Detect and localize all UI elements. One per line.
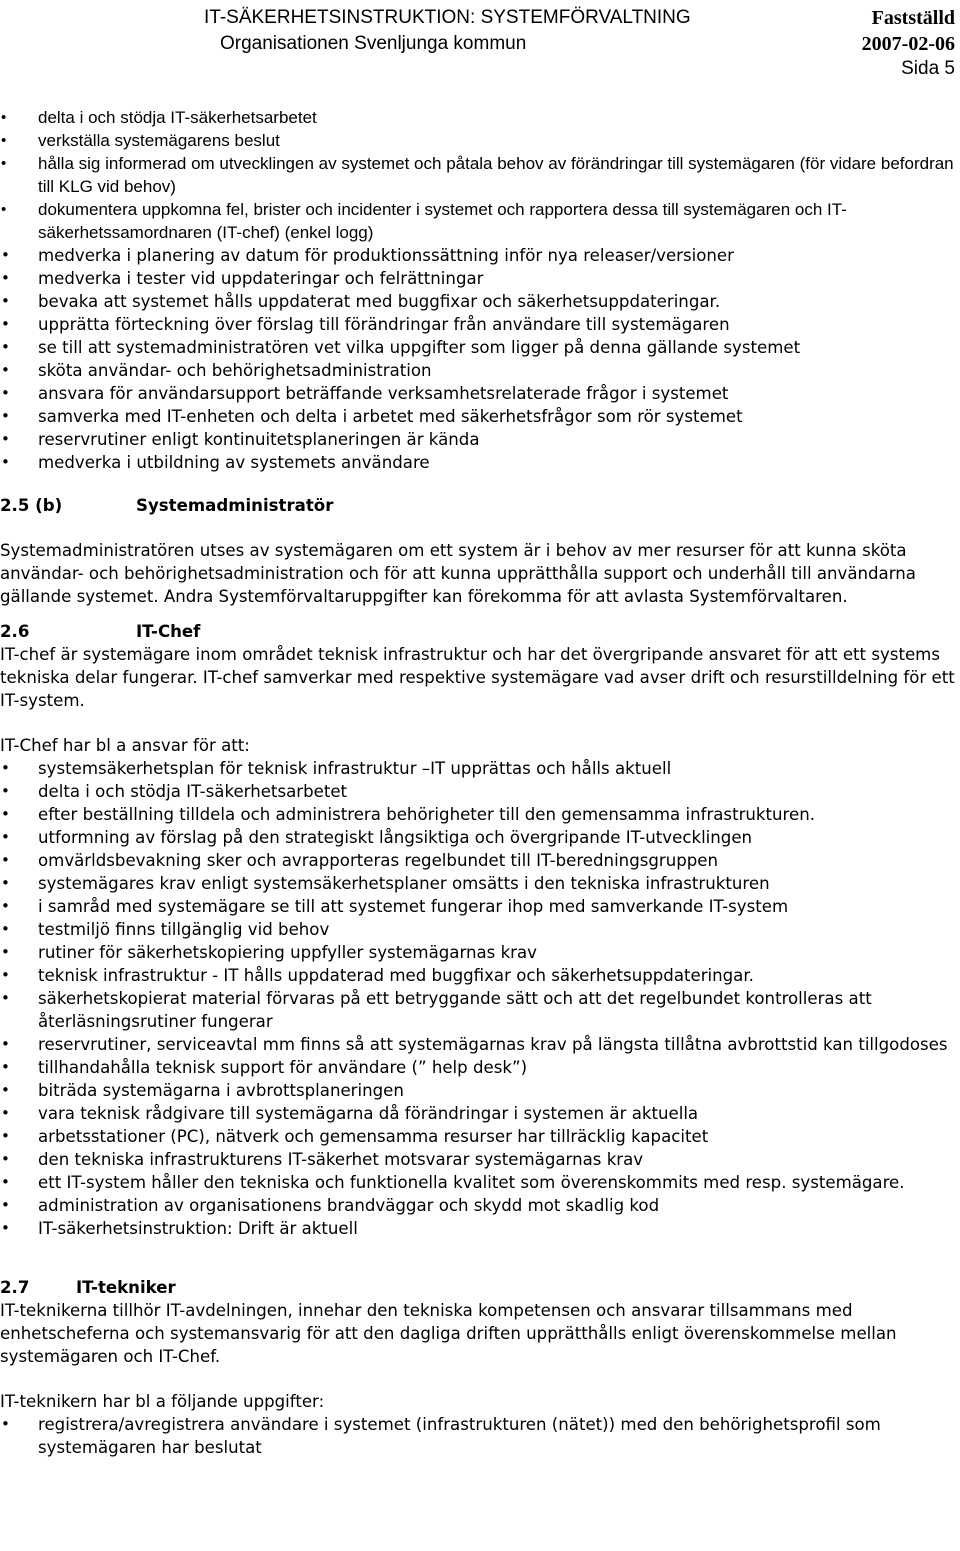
list-item: • sköta användar- och behörighetsadministration <box>1 361 432 380</box>
page-number: Sida 5 <box>901 58 955 79</box>
bullet-icon: • <box>1 874 10 892</box>
list-item: • reservrutiner enligt kontinuitetsplaneringen är kända <box>1 430 480 449</box>
bullet-icon: • <box>1 1196 10 1214</box>
bullet-icon: • <box>1 1219 10 1237</box>
document-status: Fastställd <box>871 7 955 29</box>
list-item: • delta i och stödja IT-säkerhetsarbetet <box>1 108 317 127</box>
list-item: • arbetsstationer (PC), nätverk och gemensamma resurser har tillräcklig kapacitet <box>1 1127 709 1146</box>
list-item: • samverka med IT-enheten och delta i arbetet med säkerhetsfrågor som rör systemet <box>1 407 743 426</box>
bullet-icon: • <box>1 1150 10 1168</box>
bullet-icon: • <box>1 1058 10 1076</box>
list-item: • omvärldsbevakning sker och avrapporteras regelbundet till IT-beredningsgruppen <box>1 851 719 870</box>
list-item: • medverka i tester vid uppdateringar och felrättningar <box>1 269 484 288</box>
list-item: • den tekniska infrastrukturens IT-säkerhet motsvarar systemägarnas krav <box>1 1150 644 1169</box>
it-tekniker-list <box>0 1413 960 1459</box>
bullet-icon: • <box>1 1081 10 1099</box>
section-heading-2-7 <box>0 1276 960 1299</box>
section-number: 2.5 (b) <box>0 496 63 515</box>
list-intro: IT-teknikern har bl a följande uppgifter: <box>0 1392 325 1411</box>
bullet-icon: • <box>1 943 10 961</box>
section-number: 2.7 <box>0 1278 30 1297</box>
section-paragraph: IT-chef är systemägare inom området teknisk infrastruktur och har det övergripande ansvaret för att ett systems tekniska delar fungerar. IT-chef samverkar med respektive systemägare vad avser drift och resurstilldelning för ett IT-system. <box>0 645 955 710</box>
bullet-icon: • <box>1 897 10 915</box>
bullet-icon: • <box>1 246 10 264</box>
list-item: • dokumentera uppkomna fel, brister och incidenter i systemet och rapportera dessa till systemägaren och IT-säkerhetssamordnaren (IT-chef) (enkel logg) <box>1 200 847 242</box>
list-item: • medverka i planering av datum för produktionssättning inför nya releaser/versioner <box>1 246 734 265</box>
section-paragraph: Systemadministratören utses av systemägaren om ett system är i behov av mer resurser för att kunna sköta användar- och behörighetsadministration och för att kunna upprätthålla support och underhåll till användarna gällande systemet. Andra Systemförvaltaruppgifter kan förekomma för att avlasta Systemförvaltaren. <box>0 541 916 606</box>
it-chef-list <box>0 757 960 1240</box>
list-item: • delta i och stödja IT-säkerhetsarbetet <box>1 782 348 801</box>
list-item: • ett IT-system håller den tekniska och funktionella kvalitet som överenskommits med resp. systemägare. <box>1 1173 905 1192</box>
list-item: • hålla sig informerad om utvecklingen av systemet och påtala behov av förändringar till systemägaren (för vidare befordran till KLG vid behov) <box>1 154 954 196</box>
document-title: IT-SÄKERHETSINSTRUKTION: SYSTEMFÖRVALTNING <box>204 7 691 28</box>
section-title: Systemadministratör <box>136 496 334 515</box>
bullet-icon: • <box>1 384 10 402</box>
list-item: • systemsäkerhetsplan för teknisk infrastruktur –IT upprättas och hålls aktuell <box>1 759 672 778</box>
bullet-icon: • <box>1 1415 10 1433</box>
bullet-icon: • <box>1 453 10 471</box>
list-item: • testmiljö finns tillgänglig vid behov <box>1 920 330 939</box>
list-item: • vara teknisk rådgivare till systemägarna då förändringar i systemen är aktuella <box>1 1104 699 1123</box>
bullet-icon: • <box>1 851 10 869</box>
document-body <box>0 106 960 1459</box>
systemforvaltare-list-b <box>0 244 960 474</box>
list-item: • rutiner för säkerhetskopiering uppfyller systemägarnas krav <box>1 943 537 962</box>
list-item: • i samråd med systemägare se till att systemet fungerar ihop med samverkande IT-system <box>1 897 789 916</box>
list-item: • biträda systemägarna i avbrottsplaneringen <box>1 1081 404 1100</box>
list-item: • reservrutiner, serviceavtal mm finns så att systemägarnas krav på längsta tillåtna avbrottstid kan tillgodoses <box>1 1035 948 1054</box>
list-item: • systemägares krav enligt systemsäkerhetsplaner omsätts i den tekniska infrastrukturen <box>1 874 770 893</box>
bullet-icon: • <box>1 920 10 938</box>
bullet-icon: • <box>1 1104 10 1122</box>
list-item: • administration av organisationens brandväggar och skydd mot skadlig kod <box>1 1196 660 1215</box>
bullet-icon: • <box>1 155 7 172</box>
bullet-icon: • <box>1 338 10 356</box>
bullet-icon: • <box>1 201 7 218</box>
bullet-icon: • <box>1 989 10 1007</box>
bullet-icon: • <box>1 132 7 149</box>
list-item: • verkställa systemägarens beslut <box>1 131 280 150</box>
bullet-icon: • <box>1 1127 10 1145</box>
bullet-icon: • <box>1 759 10 777</box>
list-item: • utformning av förslag på den strategiskt långsiktiga och övergripande IT-utvecklingen <box>1 828 753 847</box>
list-item: • upprätta förteckning över förslag till förändringar från användare till systemägaren <box>1 315 730 334</box>
systemforvaltare-list-a <box>0 106 960 244</box>
bullet-icon: • <box>1 407 10 425</box>
section-number: 2.6 <box>0 622 30 641</box>
bullet-icon: • <box>1 1035 10 1053</box>
section-heading-2-6 <box>0 620 960 643</box>
list-item: • efter beställning tilldela och administrera behörigheter till den gemensamma infrastrukturen. <box>1 805 816 824</box>
organisation-name: Organisationen Svenljunga kommun <box>220 33 527 54</box>
list-item: • teknisk infrastruktur - IT hålls uppdaterad med buggfixar och säkerhetsuppdateringar. <box>1 966 754 985</box>
list-item: • bevaka att systemet hålls uppdaterat med buggfixar och säkerhetsuppdateringar. <box>1 292 721 311</box>
list-item: • tillhandahålla teknisk support för användare (” help desk”) <box>1 1058 528 1077</box>
bullet-icon: • <box>1 315 10 333</box>
list-item: • registrera/avregistrera användare i systemet (infrastrukturen (nätet)) med den behörighetsprofil som systemägaren har beslutat <box>1 1415 881 1457</box>
section-heading-2-5 <box>0 494 960 517</box>
document-date: 2007-02-06 <box>861 33 955 55</box>
list-item: • ansvara för användarsupport beträffande verksamhetsrelaterade frågor i systemet <box>1 384 729 403</box>
bullet-icon: • <box>1 805 10 823</box>
bullet-icon: • <box>1 966 10 984</box>
section-title: IT-Chef <box>136 622 201 641</box>
list-item: • se till att systemadministratören vet vilka uppgifter som ligger på denna gällande systemet <box>1 338 801 357</box>
bullet-icon: • <box>1 361 10 379</box>
section-title: IT-tekniker <box>76 1278 176 1297</box>
page-header <box>0 4 960 78</box>
bullet-icon: • <box>1 269 10 287</box>
bullet-icon: • <box>1 430 10 448</box>
bullet-icon: • <box>1 109 7 126</box>
bullet-icon: • <box>1 828 10 846</box>
list-item: • IT-säkerhetsinstruktion: Drift är aktuell <box>1 1219 358 1238</box>
list-item: • medverka i utbildning av systemets användare <box>1 453 430 472</box>
section-paragraph: IT-teknikerna tillhör IT-avdelningen, innehar den tekniska kompetensen och ansvarar tillsammans med enhetscheferna och systemansvarig för att den dagliga driften upprätthålls enligt överenskommelse mellan systemägaren och IT-Chef. <box>0 1301 897 1366</box>
list-item: • säkerhetskopierat material förvaras på ett betryggande sätt och att det regelbundet kontrolleras att återläsningsrutiner fungerar <box>1 989 872 1031</box>
bullet-icon: • <box>1 1173 10 1191</box>
bullet-icon: • <box>1 782 10 800</box>
bullet-icon: • <box>1 292 10 310</box>
list-intro: IT-Chef har bl a ansvar för att: <box>0 736 250 755</box>
